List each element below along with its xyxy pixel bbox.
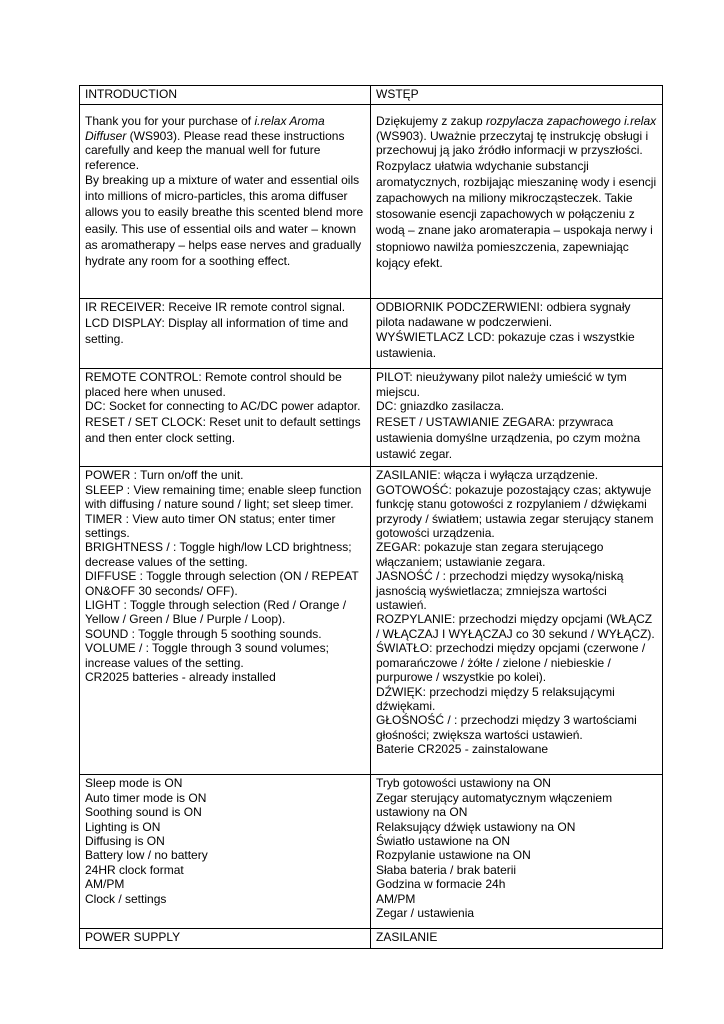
ir-receiver-desc-pl: ODBIORNIK PODCZERWIENI: odbiera sygnały pilota nadawane w podczerwieni.: [376, 300, 631, 329]
remote-control-desc-en: REMOTE CONTROL: Remote control should be placed here when unused.: [85, 370, 342, 399]
sleep-button-desc-en: SLEEP : View remaining time; enable sleep function with diffusing / nature sound / light; set sleep timer.: [85, 482, 362, 512]
timer-button-desc-en: TIMER : View auto timer ON status; enter timer settings.: [85, 511, 336, 541]
remote-buttons-pl: [371, 467, 663, 775]
introduction-heading-pl: WSTĘP: [371, 86, 663, 105]
intro-paragraph-2-en: By breaking up a mixture of water and essential oils into millions of micro-particles, this aroma diffuser allows you to easily breathe this scented blend more easily. This use of essential oils and water – known as aromatherapy – helps ease nerves and gradually hydrate any room for a soothing effect.: [85, 173, 364, 269]
receiver-display-en: [80, 299, 371, 369]
bilingual-instruction-table: [79, 85, 663, 949]
indicator-sleep-en: Sleep mode is ON: [85, 776, 183, 791]
display-indicators-pl: [371, 775, 663, 929]
intro-paragraph-1-pl: Dziękujemy z zakup rozpylacza zapachowego i.relax (WS903). Uważnie przeczytaj tę instrukcję obsługi i przechowuj ją jako źródło informacji w przyszłości.: [376, 114, 657, 158]
sound-button-desc-pl: DŹWIĘK: przechodzi między 5 relaksującymi dźwiękami.: [376, 684, 615, 713]
indicator-clock-en: Clock / settings: [85, 891, 167, 906]
indicator-lighting-pl: Światło ustawione na ON: [376, 834, 511, 849]
sleep-button-desc-pl: GOTOWOŚĆ: pokazuje pozostający czas; aktywuje funkcję stanu gotowości z rozpylaniem / dźwiękami przyrody / światłem; ustawia zegar sterujący stanem gotowości urządzenia.: [376, 482, 654, 541]
indicator-auto-timer-en: Auto timer mode is ON: [85, 790, 207, 805]
ir-receiver-desc-en: IR RECEIVER: Receive IR remote control signal.: [85, 300, 346, 315]
dc-socket-desc-pl: DC: gniazdko zasilacza.: [376, 399, 505, 414]
power-supply-heading-row: [80, 929, 663, 948]
indicator-battery-pl: Słaba bateria / brak baterii: [376, 862, 517, 877]
sound-button-desc-en: SOUND : Toggle through 5 soothing sounds.: [85, 626, 322, 641]
light-button-desc-en: LIGHT : Toggle through selection (Red / Orange / Yellow / Green / Blue / Purple / Loop).: [85, 598, 347, 627]
batteries-note-pl: Baterie CR2025 - zainstalowane: [376, 742, 549, 757]
intro-paragraph-1-en: Thank you for your purchase of i.relax Aroma Diffuser (WS903). Please read these instructions carefully and keep the manual well for future reference.: [85, 114, 345, 172]
introduction-heading-en: INTRODUCTION: [80, 86, 371, 105]
indicator-ampm-pl: AM/PM: [376, 891, 416, 906]
indicator-lighting-en: Lighting is ON: [85, 819, 161, 834]
display-indicators-row: [80, 775, 663, 929]
volume-button-desc-pl: GŁOŚNOŚĆ / : przechodzi między 3 wartościami głośności; zwiększa wartości ustawień.: [376, 713, 637, 742]
reset-clock-desc-en: RESET / SET CLOCK: Reset unit to default settings and then enter clock setting.: [85, 414, 361, 445]
remote-buttons-en: [80, 467, 371, 775]
introduction-text-en: [80, 105, 371, 299]
remote-socket-reset-row: [80, 369, 663, 467]
introduction-text-row: [80, 105, 663, 299]
reset-clock-desc-pl: RESET / USTAWIANIE ZEGARA: przywraca ustawienia domyślne urządzenia, po czym można ustawić zegar.: [376, 414, 641, 462]
indicator-24hr-en: 24HR clock format: [85, 862, 184, 877]
indicator-battery-en: Battery low / no battery: [85, 848, 208, 863]
receiver-display-row: [80, 299, 663, 369]
remote-buttons-row: [80, 467, 663, 775]
remote-socket-reset-en: [80, 369, 371, 467]
indicator-auto-timer-pl: Zegar sterujący automatycznym włączeniem ustawiony na ON: [376, 790, 613, 820]
introduction-text-pl: [371, 105, 663, 299]
power-button-desc-en: POWER : Turn on/off the unit.: [85, 468, 244, 483]
product-name-pl: rozpylacza zapachowego i.relax: [486, 114, 657, 129]
timer-button-desc-pl: ZEGAR: pokazuje stan zegara sterującego włączaniem; ustawianie zegara.: [376, 540, 604, 569]
indicator-clock-pl: Zegar / ustawienia: [376, 906, 475, 921]
brightness-button-desc-pl: JASNOŚĆ / : przechodzi między wysoką/niską jasnością wyświetlacza; zmniejsza wartości ustawień.: [376, 569, 624, 613]
display-indicators-en: [80, 775, 371, 929]
diffuse-button-desc-en: DIFFUSE : Toggle through selection (ON / REPEAT ON&OFF 30 seconds/ OFF).: [85, 569, 359, 598]
receiver-display-pl: [371, 299, 663, 369]
product-name-en: i.relax Aroma Diffuser: [85, 114, 325, 143]
brightness-button-desc-en: BRIGHTNESS / : Toggle high/low LCD brightness; decrease values of the setting.: [85, 540, 352, 569]
intro-paragraph-2-pl: Rozpylacz ułatwia wdychanie substancji aromatycznych, rozbijając mieszaninę wody i esencji zapachowych na miliony mikrocząsteczek. Takie stosowanie esencji zapachowych w połączeniu z wodą – znane jako aromaterapia – uspokaja nerwy i stopniowo nawilża pomieszczenia, zapewniając kojący efekt.: [376, 158, 657, 270]
indicator-diffusing-pl: Rozpylanie ustawione na ON: [376, 848, 531, 863]
introduction-heading-row: [80, 86, 663, 105]
light-button-desc-pl: ŚWIATŁO: przechodzi między opcjami (czerwone / pomarańczowe / żółte / zielone / niebieskie / purpurowe / wszystkie po kolei).: [376, 641, 646, 685]
indicator-sleep-pl: Tryb gotowości ustawiony na ON: [376, 776, 551, 791]
indicator-diffusing-en: Diffusing is ON: [85, 834, 165, 849]
power-button-desc-pl: ZASILANIE: włącza i wyłącza urządzenie.: [376, 468, 599, 483]
remote-socket-reset-pl: [371, 369, 663, 467]
diffuse-button-desc-pl: ROZPYLANIE: przechodzi między opcjami (WŁĄCZ / WŁĄCZAJ I WYŁĄCZAJ co 30 sekund / WYŁĄCZ).: [376, 612, 655, 641]
lcd-display-desc-en: LCD DISPLAY: Display all information of time and setting.: [85, 315, 349, 347]
power-supply-heading-en: POWER SUPPLY: [80, 929, 371, 948]
volume-button-desc-en: VOLUME / : Toggle through 3 sound volumes; increase values of the setting.: [85, 641, 329, 670]
indicator-sound-en: Soothing sound is ON: [85, 805, 202, 820]
indicator-ampm-en: AM/PM: [85, 877, 125, 892]
batteries-note-en: CR2025 batteries - already installed: [85, 670, 276, 685]
indicator-sound-pl: Relaksujący dźwięk ustawiony na ON: [376, 819, 576, 834]
power-supply-heading-pl: ZASILANIE: [371, 929, 663, 948]
remote-control-desc-pl: PILOT: nieużywany pilot należy umieścić w tym miejscu.: [376, 370, 627, 399]
dc-socket-desc-en: DC: Socket for connecting to AC/DC power adaptor.: [85, 399, 361, 414]
lcd-display-desc-pl: WYŚWIETLACZ LCD: pokazuje czas i wszystkie ustawienia.: [376, 330, 635, 361]
indicator-24hr-pl: Godzina w formacie 24h: [376, 877, 506, 892]
